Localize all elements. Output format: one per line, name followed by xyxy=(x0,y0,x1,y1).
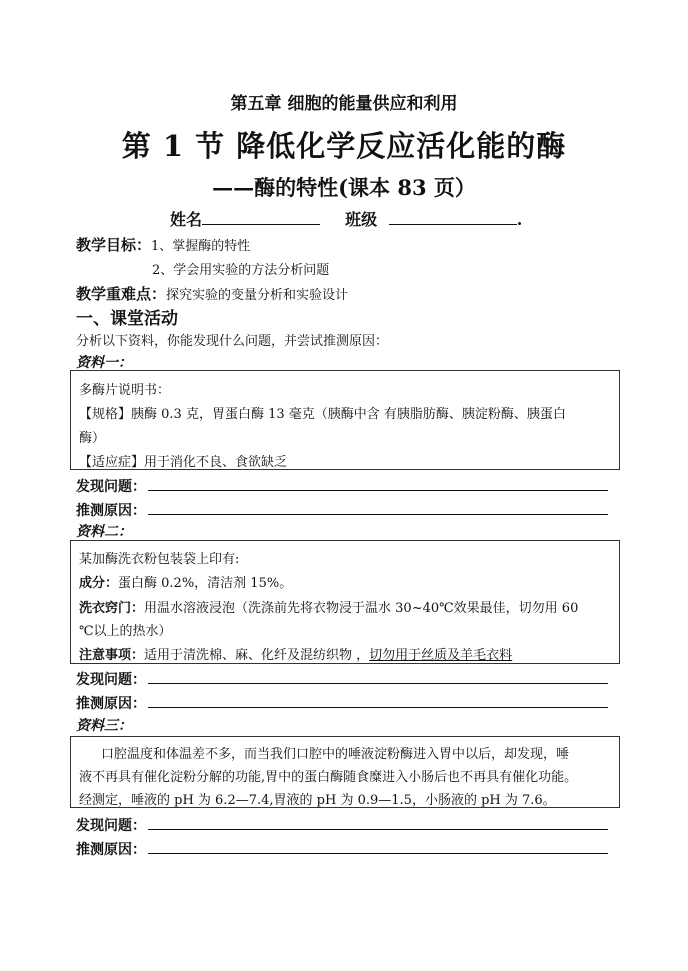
material-3-line-2: 液不再具有催化淀粉分解的功能,胃中的蛋白酶随食糜进入小肠后也不再具有催化功能。 xyxy=(79,770,578,785)
goals-label: 教学目标： xyxy=(76,236,152,254)
material-3-line-3: 经测定，唾液的 pH 为 6.2—7.4,胃液的 pH 为 0.9—1.5，小肠液的 pH 为 7.6。 xyxy=(79,793,556,808)
material-3-line-1: 口腔温度和体温差不多，而当我们口腔中的唾液淀粉酶进入胃中以后，却发现，唾 xyxy=(101,747,570,762)
material-1-reason-row xyxy=(76,500,146,520)
material-2-found-row xyxy=(76,669,146,689)
material-1-found-row xyxy=(76,476,146,496)
class-blank[interactable] xyxy=(389,208,517,225)
reason-blank[interactable] xyxy=(148,514,608,515)
material-3-title: 资料三： xyxy=(76,718,132,734)
notes-text: 适用于清洗棉、麻、化纤及混纺织物 ， xyxy=(144,648,370,663)
goal-item-1: 1、掌握酶的特性 xyxy=(151,239,251,254)
material-3-box xyxy=(70,736,620,808)
name-blank[interactable] xyxy=(202,208,320,225)
goal-item-2: 2、学会用实验的方法分析问题 xyxy=(152,263,330,278)
reason-blank[interactable] xyxy=(148,853,608,854)
composition-text: 蛋白酶 0.2%，清洁剂 15%。 xyxy=(118,576,293,591)
found-blank[interactable] xyxy=(148,829,608,830)
material-2-title: 资料二： xyxy=(76,524,132,540)
found-blank[interactable] xyxy=(148,490,608,491)
teaching-goals xyxy=(76,234,250,255)
notes-label: 注意事项： xyxy=(79,648,145,663)
material-2-wash-tips xyxy=(79,597,578,616)
material-1-box xyxy=(70,370,620,470)
found-label: 发现问题： xyxy=(76,479,146,495)
material-3-found-row xyxy=(76,815,146,835)
key-points-text: 探究实验的变量分析和实验设计 xyxy=(166,288,349,303)
found-blank[interactable] xyxy=(148,683,608,684)
activity-heading: 一、课堂活动 xyxy=(76,309,178,329)
key-points xyxy=(76,283,348,304)
wash-tips-text: 用温水溶液浸泡（洗涤前先将衣物浸于温水 30~40℃效果最佳，切勿用 60 xyxy=(144,601,579,616)
material-2-line-1: 某加酶洗衣粉包装袋上印有: xyxy=(79,552,240,567)
material-2-notes xyxy=(79,644,512,663)
material-2-reason-row xyxy=(76,693,146,713)
row-end: . xyxy=(516,210,523,229)
reason-label: 推测原因： xyxy=(76,842,146,858)
material-1-line-3: 酶） xyxy=(79,431,106,446)
material-1-title: 资料一： xyxy=(76,355,132,371)
class-label: 班级 xyxy=(345,210,378,229)
name-label: 姓名 xyxy=(170,210,203,229)
subtitle: ——酶的特性(课本 83 页） xyxy=(212,175,476,200)
key-points-label: 教学重难点： xyxy=(76,285,167,303)
material-2-wash-tips-cont: ℃以上的热水） xyxy=(79,624,172,639)
material-1-line-4: 【适应症】用于消化不良、食欲缺乏 xyxy=(79,455,288,470)
student-info-row xyxy=(170,207,522,230)
wash-tips-label: 洗衣窍门： xyxy=(79,601,145,616)
found-label: 发现问题： xyxy=(76,818,146,834)
chapter-title: 第五章 细胞的能量供应和利用 xyxy=(230,94,458,114)
section-title: 第 1 节 降低化学反应活化能的酶 xyxy=(121,129,567,163)
material-2-box xyxy=(70,540,620,664)
composition-label: 成分： xyxy=(79,576,119,591)
material-1-line-2: 【规格】胰酶 0.3 克，胃蛋白酶 13 毫克（胰酶中含 有胰脂肪酶、胰淀粉酶、胰蛋白 xyxy=(79,407,566,422)
reason-blank[interactable] xyxy=(148,707,608,708)
reason-label: 推测原因： xyxy=(76,696,146,712)
reason-label: 推测原因： xyxy=(76,503,146,519)
notes-warning: 切勿用于丝质及羊毛衣料 xyxy=(369,648,513,663)
material-3-reason-row xyxy=(76,839,146,859)
found-label: 发现问题： xyxy=(76,672,146,688)
activity-intro: 分析以下资料，你能发现什么问题，并尝试推测原因： xyxy=(76,334,389,349)
material-1-line-1: 多酶片说明书： xyxy=(79,383,171,398)
material-2-composition xyxy=(79,572,292,591)
